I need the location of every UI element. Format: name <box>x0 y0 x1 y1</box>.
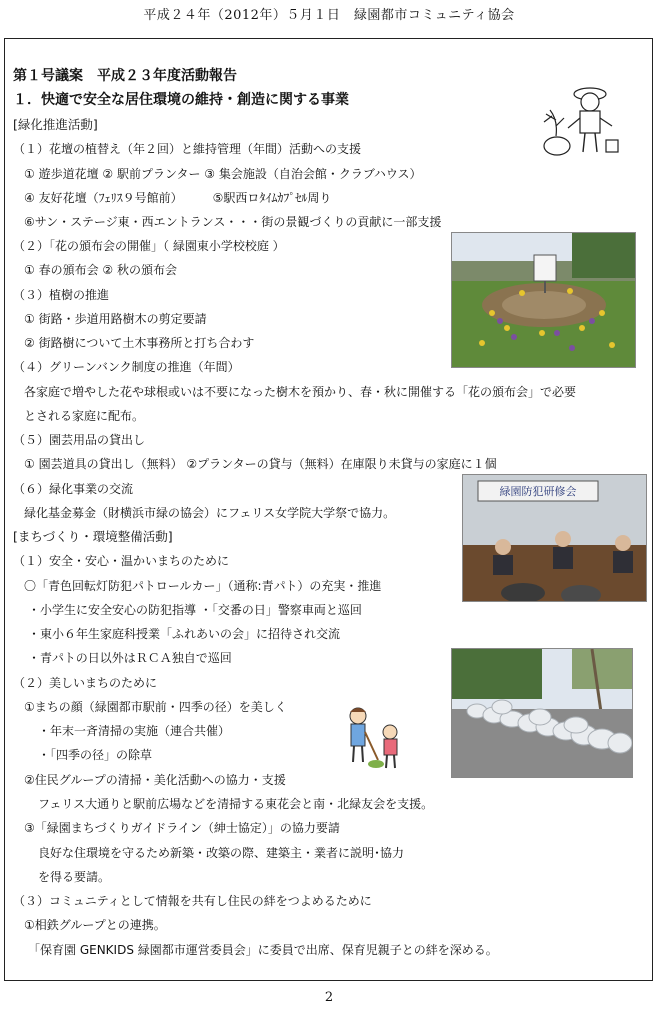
town-item-2d: ②住民グループの清掃・美化活動への協力・支援 <box>24 773 286 787</box>
green-item-3b: ② 街路樹について土木事務所と打ち合わす <box>24 336 255 350</box>
town-item-2c: ・「四季の径」の除草 <box>38 748 153 762</box>
town-item-3: （３）コミュニティとして情報を共有し住民の絆をつよめるために <box>13 894 372 908</box>
green-item-2: （２）「花の頒布会の開催」（ 緑園東小学校校庭 ） <box>13 239 285 253</box>
green-item-4b: とされる家庭に配布。 <box>24 409 145 423</box>
town-item-1d: ・青パトの日以外はＲＣＡ独自で巡回 <box>28 651 232 665</box>
town-section-label: [まちづくり・環境整備活動] <box>13 529 173 544</box>
green-item-3a: ① 街路・歩道用路樹木の剪定要請 <box>24 312 207 326</box>
green-item-1b: ④ 友好花壇（ﾌｪﾘｽ９号館前） ⑤駅西ロﾀｲﾑｶﾌﾟｾﾙ周り <box>24 191 332 205</box>
green-item-4: （４）グリーンバンク制度の推進（年間） <box>13 360 240 374</box>
town-item-1c: ・東小６年生家庭科授業「ふれあいの会」に招待され交流 <box>28 627 341 641</box>
town-item-2a: ①まちの顔（緑園都市駅前・四季の径）を美しく <box>24 700 287 714</box>
green-item-6a: 緑化基金募金（財横浜市緑の協会）にフェリス女学院大学祭で協力。 <box>24 506 396 520</box>
page-header: 平成２４年（2012年）５月１日 緑園都市コミュニティ協会 <box>143 8 515 23</box>
green-item-6: （６）緑化事業の交流 <box>13 482 134 496</box>
green-item-3: （３）植樹の推進 <box>13 288 110 302</box>
green-item-4a: 各家庭で増やした花や球根或いは不要になった樹木を預かり、春・秋に開催する「花の頒布会」で必要 <box>24 385 577 399</box>
town-item-2f: ③「緑園まちづくりガイドライン（紳士協定）」の協力要請 <box>24 821 340 835</box>
seminar-sign-text: 緑園防犯研修会 <box>499 485 577 498</box>
green-item-1a: ① 遊歩道花壇 ② 駅前プランター ③ 集会施設（自治会館・クラブハウス） <box>24 167 422 181</box>
town-item-2g: 良好な住環境を守るため新築・改築の際、建築主・業者に説明･協力 <box>38 846 405 860</box>
page-number: 2 <box>324 990 334 1005</box>
sweeping-children-illustration <box>340 702 412 774</box>
green-section-label: [緑化推進活動] <box>13 117 98 132</box>
green-item-1c: ⑥サン・ステージ東・西エントランス・・・街の景観づくりの貢献に一部支援 <box>24 215 442 229</box>
town-item-1b: ・小学生に安全安心の防犯指導 ・「交番の日」警察車両と巡回 <box>28 603 362 617</box>
town-item-2h: を得る要請。 <box>38 870 111 884</box>
town-item-2b: ・年末一斉清掃の実施（連合共催） <box>38 724 231 738</box>
town-item-1: （１）安全・安心・温かいまちのために <box>13 554 230 568</box>
green-item-2a: ① 春の頒布会 ② 秋の頒布会 <box>24 263 177 277</box>
town-item-1a: 〇「青色回転灯防犯パトロールカー」（通称:青パト）の充実・推進 <box>24 579 382 593</box>
seminar-photo <box>462 474 647 602</box>
town-item-2e: フェリス大通りと駅前広場などを清掃する東花会と南・北緑友会を支援。 <box>38 797 434 811</box>
green-item-5: （５）園芸用品の貸出し <box>13 433 146 447</box>
section-heading-1: １．快適で安全な居住環境の維持・創造に関する事業 <box>13 92 349 108</box>
cleanup-photo <box>451 648 633 778</box>
report-title: 第１号議案 平成２３年度活動報告 <box>13 68 237 84</box>
gardener-illustration <box>530 80 625 162</box>
town-item-3b: 「保育園 GENKIDS 緑園都市運営委員会」に委員で出席、保育児親子との絆を深める。 <box>28 943 498 957</box>
green-item-1: （１）花壇の植替え（年２回）と維持管理（年間）活動への支援 <box>13 142 362 156</box>
green-item-5a: ① 園芸道具の貸出し（無料） ②プランターの貸与（無料）在庫限り未貸与の家庭に１個 <box>24 457 497 471</box>
flower-bed-photo <box>451 232 636 368</box>
town-item-3a: ①相鉄グループとの連携。 <box>24 918 166 932</box>
town-item-2: （２）美しいまちのために <box>13 676 158 690</box>
